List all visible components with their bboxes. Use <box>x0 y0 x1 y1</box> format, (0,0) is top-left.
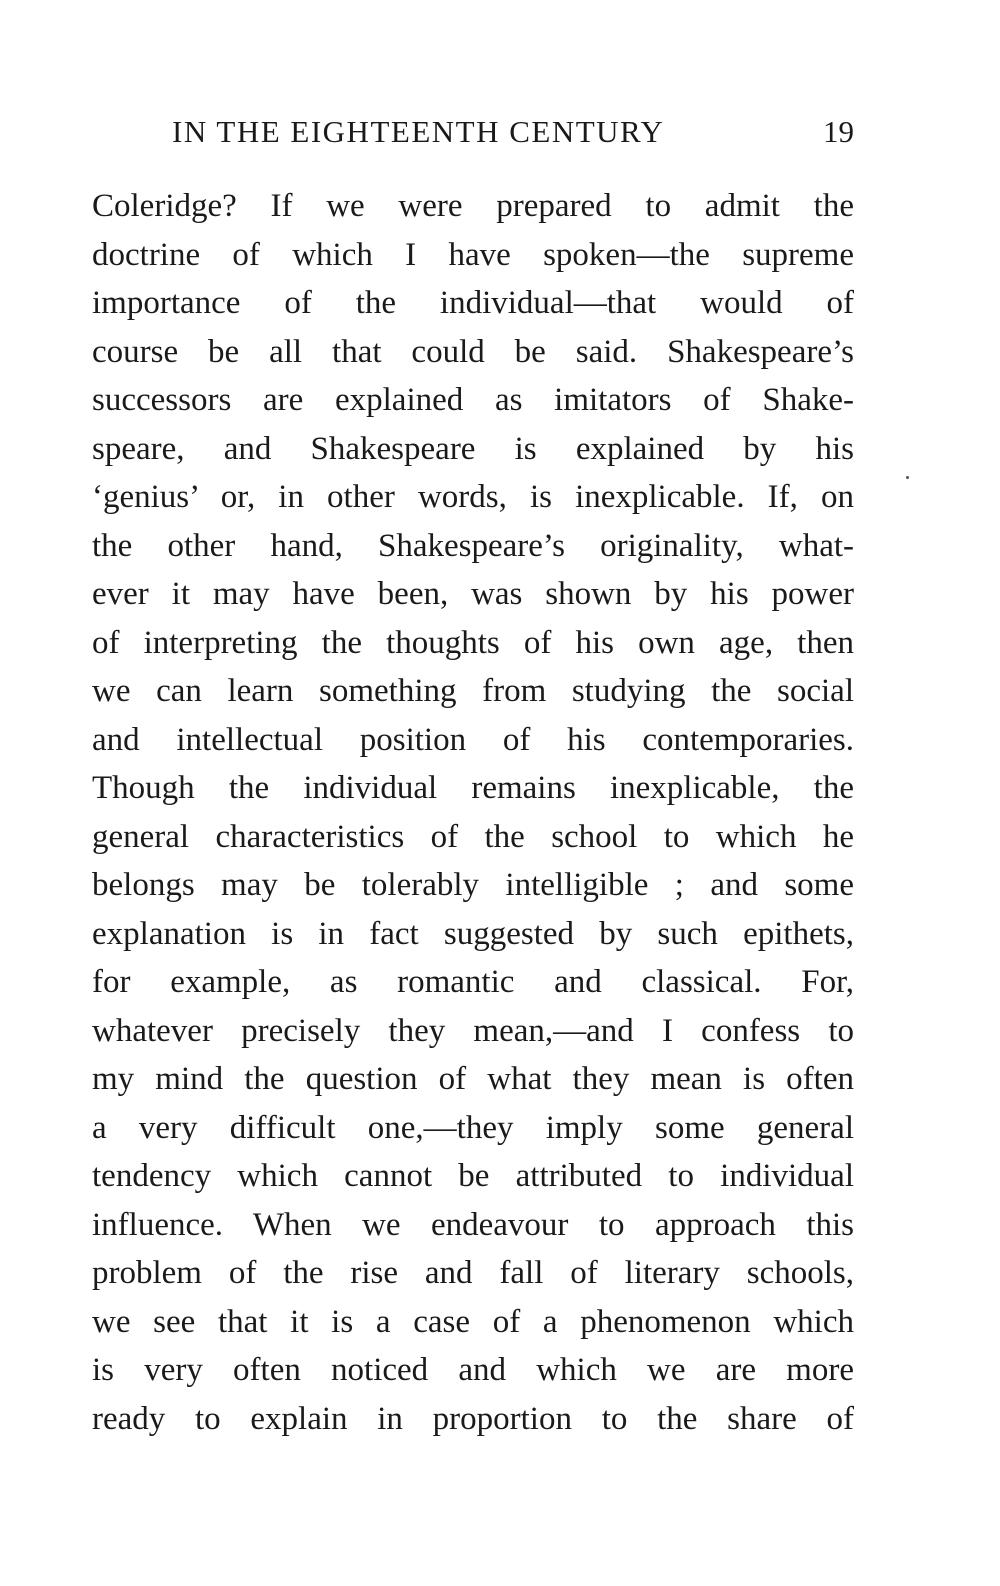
text-line: Coleridge? If we were prepared to admit the <box>92 188 854 224</box>
text-line: and intellectual position of his contemporaries. <box>92 721 854 758</box>
running-head-title: IN THE EIGHTEENTH CENTURY <box>172 114 665 149</box>
text-line: my mind the question of what they mean is often <box>92 1061 854 1097</box>
running-head <box>172 114 854 158</box>
text-line: successors are explained as imitators of Shake- <box>92 382 854 418</box>
text-line: is very often noticed and which we are more <box>92 1352 854 1388</box>
text-line: Though the individual remains inexplicable, the <box>92 770 854 806</box>
text-line: importance of the individual—that would of <box>92 285 854 321</box>
text-line: belongs may be tolerably intelligible ; and some <box>92 867 854 903</box>
text-line: for example, as romantic and classical. For, <box>92 964 854 1000</box>
text-line: problem of the rise and fall of literary schools, <box>92 1255 854 1291</box>
text-line: of interpreting the thoughts of his own age, then <box>92 624 854 661</box>
text-line: ever it may have been, was shown by his power <box>92 576 854 612</box>
text-line: ‘genius’ or, in other words, is inexplicable. If, on <box>92 479 854 515</box>
text-line: tendency which cannot be attributed to individual <box>92 1158 854 1194</box>
text-line: whatever precisely they mean,—and I confess to <box>92 1012 854 1049</box>
text-line: explanation is in fact suggested by such epithets, <box>92 915 854 952</box>
text-line: we can learn something from studying the social <box>92 673 854 709</box>
text-line: course be all that could be said. Shakespeare’s <box>92 333 854 370</box>
text-line: the other hand, Shakespeare’s originality, what- <box>92 527 854 564</box>
body-text <box>92 182 854 1443</box>
text-line: a very difficult one,—they imply some general <box>92 1109 854 1146</box>
page-number: 19 <box>823 114 854 149</box>
text-line: ready to explain in proportion to the share of <box>92 1400 854 1437</box>
text-line: speare, and Shakespeare is explained by his <box>92 430 854 467</box>
text-line: influence. When we endeavour to approach this <box>92 1206 854 1243</box>
print-speck <box>906 476 909 479</box>
text-line: we see that it is a case of a phenomenon which <box>92 1303 854 1340</box>
text-line: general characteristics of the school to which he <box>92 818 854 855</box>
text-line: doctrine of which I have spoken—the supreme <box>92 236 854 273</box>
